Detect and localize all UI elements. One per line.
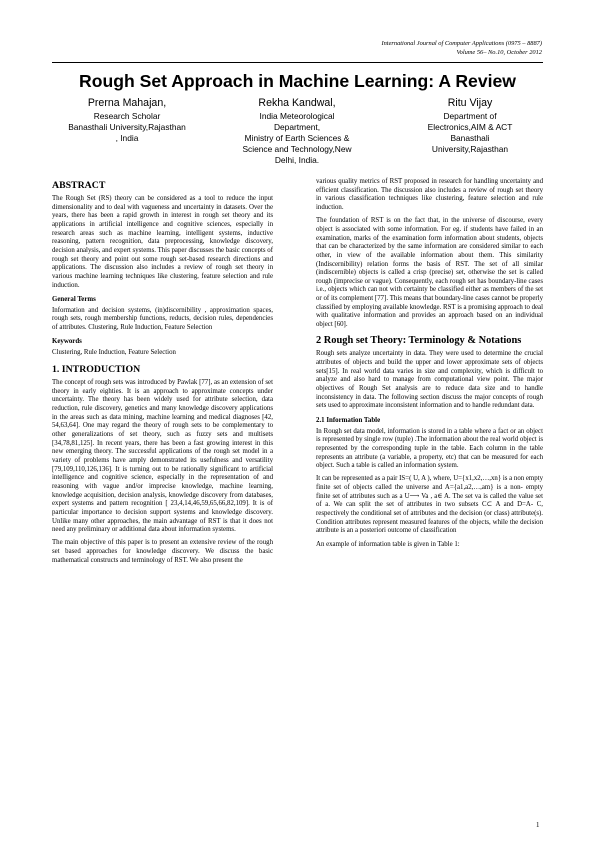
body-paragraph: In Rough set data model, information is stored in a table where a fact or an object is represented by single row (tuple) .The information about the real world object is represented by the corresponding tuple in the table. Each column in the table represents an attribute (a variable, a property, etc) that can be measured for each object. Such a table is called an information system. [316,427,543,470]
author-3 [400,97,540,155]
abstract-text: The Rough Set (RS) theory can be considered as a tool to reduce the input dimensionality and to deal with vagueness and uncertainty in datasets. Over the years, there has been a rapid growth in interest in rough set theory and its applications in artificial intelligence and cognitive sciences, especially in research areas such as machine learning, intelligent systems, inductive reasoning, pattern recognition, data preprocessing, knowledge discovery, decision analysis, and expert systems. This paper discusses the basic concepts of rough set theory and point out some rough set-based research directions and applications. The discussion also includes a review of rough set theory in various machine learning techniques like clustering, feature selection and rule induction. [52,195,273,289]
author-affiliation: Department, [273,122,321,133]
keywords-heading: Keywords [52,338,82,346]
general-terms-heading: General Terms [52,295,96,303]
introduction-paragraph: The main objective of this paper is to present an extensive review of the rough set based approaches for knowledge discovery. We discuss the basic mathematical constructs and terminology of RST. We also present the [52,539,273,564]
journal-header [381,40,542,57]
author-name: Rekha Kandwal, [258,97,336,109]
header-rule [52,62,543,63]
author-affiliation: , India [115,133,139,144]
journal-volume: Volume 56– No.10, October 2012 [456,48,542,56]
author-1 [52,97,202,144]
body-paragraph: The foundation of RST is on the fact that, in the universe of discourse, every object is associated with some information. For eg. if students have failed in an examination, marks of the examination form information about students, objects that can be characterized by the same information are considered similar to each other, in view of the available information about them. This similarity (Indiscernibility) relation forms the basis of RST. The set of all similar (indiscernible) objects is called a crisp (precise) set, otherwise the set is called rough (imprecise or vague). Consequently, each rough set has boundary-line cases i.e., objects which can not with certainty be classified either as members of the set or of its complement [77]. This means that boundary-line cases cannot be properly classified by employing available knowledge. RST is a promising approach to deal with qualitative information and provides an approach based on an individual object [60]. [316,217,543,329]
body-paragraph: An example of information table is given in Table 1: [316,540,460,548]
author-name: Ritu Vijay [447,97,493,109]
page-number: 1 [536,822,540,829]
author-affiliation: Delhi, India. [274,155,320,166]
paper-title: Rough Set Approach in Machine Learning: A Review [79,71,516,91]
author-affiliation: Science and Technology,New [242,144,352,155]
author-affiliation: Banasthali University,Rajasthan [68,122,186,133]
body-paragraph: various quality metrics of RST proposed in research for handling uncertainty and efficient classification. The discussion also includes a review of rough set theory in various classification techniques like clustering, feature selection and rule induction. [316,178,543,211]
author-name: Prerna Mahajan, [87,97,167,109]
general-terms-text: Information and decision systems, (in)discernibility , approximation spaces, rough sets, rough membership functions, reducts, decision rules, dependencies of attributes. Clustering, Rule Induction, Feature Selection [52,306,273,332]
author-affiliation: University,Rajasthan [431,144,509,155]
introduction-paragraph: The concept of rough sets was introduced by Pawlak [77], as an extension of set theory in early eighties. It is an approach to approximate concepts under uncertainty. The theory has been widely used for attribute selection, data reduction, rule discovery, genetics and many knowledge discovery applications in the areas such as data mining, machine learning and medical diagnoses [42, 54,63,64]. One may regard the theory of rough sets to be complementary to other generalizations of set theory, such as fuzzy sets and multisets [34,78,81,125]. In recent years, there has been a fast growing interest in this new emerging theory. The successful applications of the rough set model in a variety of problems have amply demonstrated its usefulness and versatility [79,109,110,126,136]. It is turning out to be rationally significant to artificial intelligence and cognitive science, especially in the representation of and reasoning with vague and/or imprecise knowledge, machine learning, knowledge acquisition, decision analysis, knowledge discovery from databases, expert systems and pattern recognition [ 23,4,14,46,59,65,66,82,109]. It is of particular importance to decision support systems and knowledge discovery. Unlike many other approaches, the main advantage of RST is that it does not need any preliminary or additional data about information systems. [52,379,273,534]
body-paragraph: Rough sets analyze uncertainty in data. They were used to determine the crucial attributes of objects and build the upper and lower approximate sets of objects sets[15]. In real world data varies in size and complexity, which is difficult to analyze and also hard to manage from computational view point. The major objectives of Rough Set analysis are to reduce data size and to handle inconsistency in data. The following section discuss the major concepts of rough sets used to approximate inconsistent information and to handle redundant data. [316,350,543,410]
author-affiliation: Ministry of Earth Sciences & [244,133,350,144]
author-affiliation: Banasthali [450,133,490,144]
introduction-heading: 1. INTRODUCTION [52,364,141,376]
right-column [316,178,543,554]
abstract-heading: ABSTRACT [52,180,106,191]
author-affiliation: Department of [443,111,497,121]
author-2 [226,97,368,166]
left-column [52,180,273,570]
journal-name: International Journal of Computer Applications (0975 – 8887) [381,40,542,47]
keywords-text: Clustering, Rule Induction, Feature Selection [52,349,176,357]
body-paragraph: It can be represented as a pair IS=( U, A ), where, U={x1,x2,…,xn} is a non empty finite set of objects called the universe and A={a1,a2,…,am} is a non- empty finite set of attributes such as a U⟶ Va , a∈ A. The set va is called the value set of a. We can split the set of attributes in two subsets C⊂ A and D=A- C, respectively the conditional set of attributes and the decision (or class) attribute(s). Condition attributes represent measured features of the objects, while the decision attribute is an a posteriori outcome of classification [316,475,543,535]
author-affiliation: Research Scholar [93,111,161,121]
author-affiliation: India Meteorological [259,111,335,121]
section-2-heading: 2 Rough set Theory: Terminology & Notations [316,335,522,347]
author-affiliation: Electronics,AIM & ACT [427,122,513,133]
subsection-2-1-heading: 2.1 Information Table [316,416,381,424]
